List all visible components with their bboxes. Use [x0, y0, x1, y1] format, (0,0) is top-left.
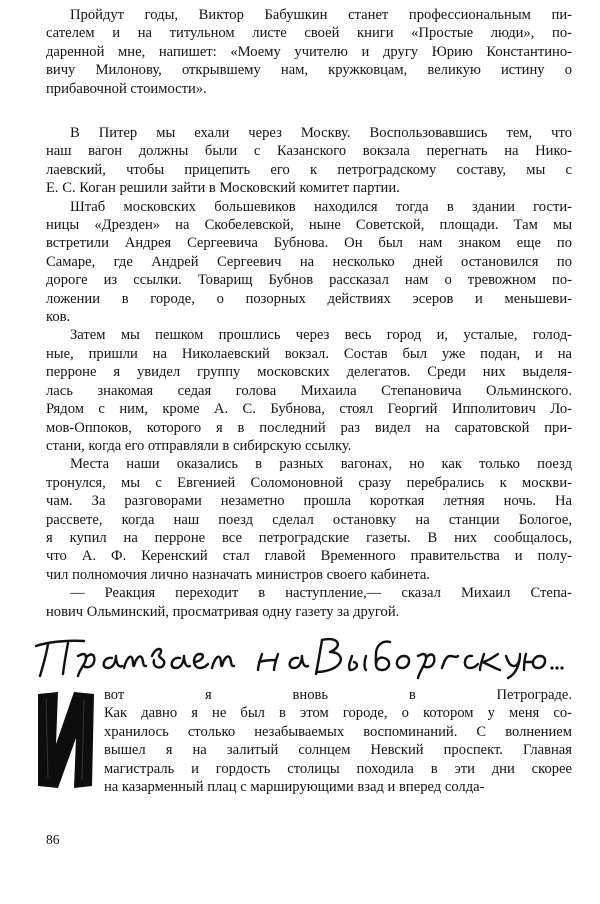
- main-text-line: Рядом с ним, кроме А. С. Бубнова, стоял Георгий Ипполитович Ло-: [46, 401, 572, 418]
- main-text-line: чил полномочия лично назначать министров своего кабинета.: [46, 566, 431, 583]
- main-text-line: нович Ольминский, просматривая одну газету за другой.: [46, 603, 400, 620]
- drop-cap-letter: [34, 688, 98, 792]
- main-text-line: ков.: [46, 309, 71, 326]
- chapter-title-script: [26, 632, 566, 682]
- chapter-text-line: вышел я на залитый солнцем Невский проспект. Главная: [104, 742, 572, 759]
- main-text-line: перроне я увидел группу московских делегатов. Среди них выделя-: [46, 364, 572, 381]
- top-paragraph-line: даренной мне, напишет: «Моему учителю и другу Юрию Константино-: [46, 43, 572, 60]
- top-paragraph-line: прибавочной стоимости».: [46, 80, 207, 97]
- top-paragraph-line: Пройдут годы, Виктор Бабушкин станет профессиональным пи-: [70, 7, 572, 23]
- main-text-line: Е. С. Коган решили зайти в Московский комитет партии.: [46, 180, 400, 197]
- main-text-line: Затем мы пешком прошлись через весь город и, усталые, голод-: [70, 327, 572, 344]
- main-text-line: стани, когда его отправляли в сибирскую ссылку.: [46, 437, 352, 454]
- chapter-text-line: магистраль и гордость столицы походила в эти дни скорее: [104, 760, 572, 777]
- page-number: 86: [46, 832, 60, 847]
- main-text-line: ные, пришли на Николаевский вокзал. Состав был уже подан, и на: [46, 345, 572, 362]
- main-text-line: наш вагон должны были с Казанского вокзала перегнать на Нико-: [46, 143, 572, 160]
- chapter-text-line: вот я вновь в Петрограде.: [104, 687, 572, 703]
- main-text-line: В Питер мы ехали через Москву. Воспользовавшись тем, что: [70, 125, 572, 141]
- main-text-line: рассвете, когда наш поезд сделал остановку на станции Бологое,: [46, 511, 572, 528]
- main-text-line: Самаре, где Андрей Сергеевич на несколько дней остановился по: [46, 253, 572, 270]
- main-text-line: лась знакомая седая голова Михаила Степановича Ольминского.: [46, 382, 572, 399]
- main-text-line: Места наши оказались в разных вагонах, но как только поезд: [70, 456, 572, 473]
- chapter-text-line: хранилось столько незабываемых воспоминаний. С волнением: [104, 723, 572, 740]
- main-text-line: лаевский, чтобы прицепить его к петроградскому составу, мы с: [46, 161, 572, 178]
- main-text-line: тронулся, мы с Евгенией Соломоновной сразу перебрались к москви-: [46, 474, 572, 491]
- main-text-line: что А. Ф. Керенский стал главой Временного правительства и полу-: [46, 548, 572, 565]
- main-text-line: Штаб московских большевиков находился тогда в здании гости-: [70, 198, 572, 215]
- chapter-text-line: Как давно я не был в этом городе, о котором у меня со-: [104, 705, 572, 722]
- chapter-opening-text: [104, 686, 572, 796]
- main-text-line: я купил на перроне все петроградские газеты. В них сообщалось,: [46, 529, 572, 546]
- top-paragraph-line: вичу Милонову, открывшему нам, кружковцам, великую истину о: [46, 62, 572, 79]
- top-paragraph: [46, 6, 572, 98]
- main-text-line: чам. За разговорами незаметно прошла короткая летняя ночь. На: [46, 493, 572, 510]
- top-paragraph-line: сателем и на титульном листе своей книги «Простые люди», по-: [46, 25, 572, 42]
- main-text-line: — Реакция переходит в наступление,— сказал Михаил Степа-: [70, 585, 572, 602]
- main-text-line: мов-Оппоков, которого я в последний раз видел на саратовской при-: [46, 419, 572, 436]
- main-text-line: дороге из ссылки. Товарищ Бубнов рассказал нам о тревожном по-: [46, 272, 572, 289]
- main-text-line: ложении в городе, о позорных действиях эсеров и меньшеви-: [46, 290, 572, 307]
- chapter-text-line: на казарменный плац с марширующими взад и вперед солда-: [104, 779, 485, 796]
- main-text-line: встретили Андрея Сергеевича Бубнова. Он был нам знаком еще по: [46, 235, 572, 252]
- main-text-line: ницы «Дрезден» на Скобелевской, ныне Советской, площади. Там мы: [46, 217, 572, 234]
- main-text: [46, 124, 572, 621]
